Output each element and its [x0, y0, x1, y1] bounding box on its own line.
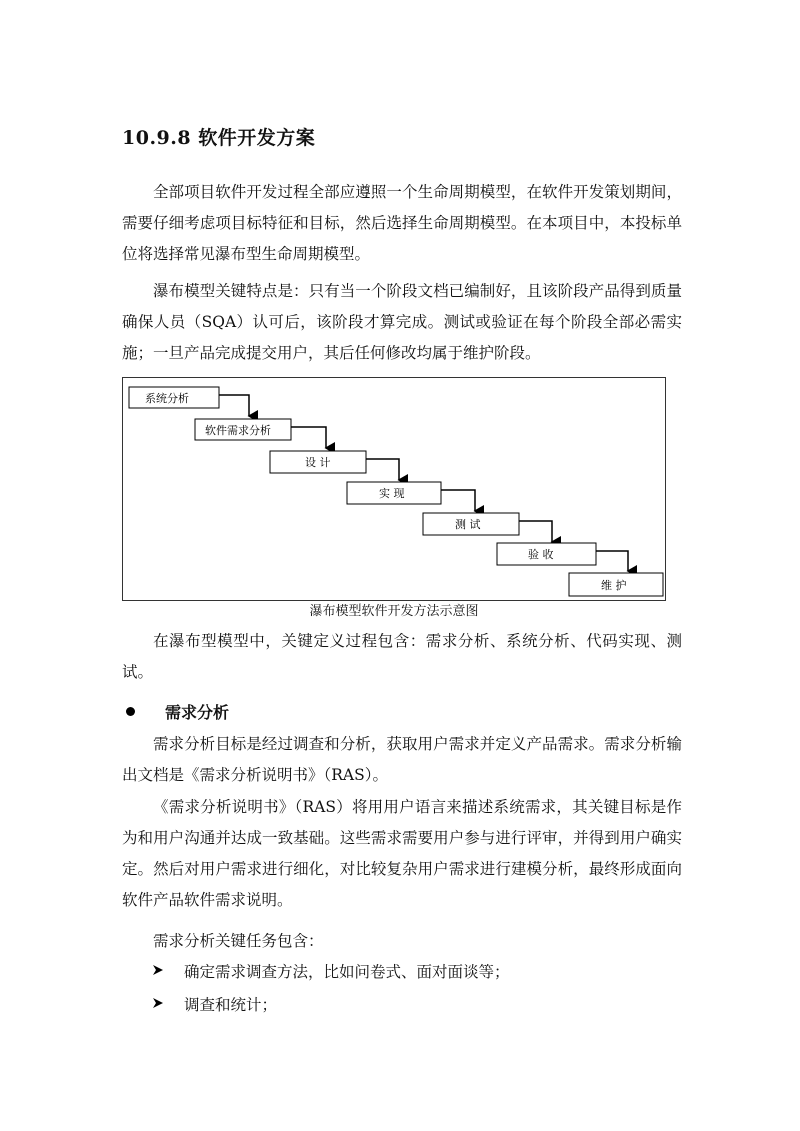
- subsection-heading: [122, 700, 229, 723]
- stage-box-5: [423, 513, 519, 535]
- arrow-6: [596, 551, 628, 571]
- stage-label-6: 验 收: [528, 548, 554, 561]
- task-item-2: [152, 993, 277, 1015]
- stage-label-3: 设 计: [305, 456, 331, 469]
- bullet-icon: [126, 707, 135, 716]
- stage-label-7: 维 护: [601, 579, 627, 592]
- diagram-caption: 瀑布模型软件开发方法示意图: [309, 604, 479, 619]
- waterfall-diagram: [122, 377, 666, 601]
- stage-label-4: 实 现: [379, 487, 405, 500]
- arrow-4: [441, 490, 475, 511]
- stage-box-4: [347, 482, 441, 504]
- arrowhead-bullet-icon: [152, 995, 166, 1013]
- features-paragraph: 瀑布模型关键特点是：只有当一个阶段文档已编制好，且该阶段产品得到质量确保人员（SQA）认可后，该阶段才算完成。测试或验证在每个阶段全部必需实施；一旦产品完成提交用户，其后任何修改均属于维护阶段。: [122, 282, 682, 362]
- arrow-1: [219, 395, 249, 416]
- stage-box-6: [497, 543, 596, 565]
- task-text: 调查和统计；: [184, 996, 278, 1014]
- requirements-paragraph-2: 《需求分析说明书》（RAS）将用用户语言来描述系统需求，其关键目标是作为和用户沟通并达成一致基础。这些需求需要用户参与进行评审，并得到用户确实定。然后对用户需求进行细化，对比较复杂用户需求进行建模分析，最终形成面向软件产品软件需求说明。: [122, 798, 682, 909]
- tasks-intro: 需求分析关键任务包含：: [153, 932, 324, 950]
- arrow-3: [366, 459, 399, 480]
- key-process-paragraph: 在瀑布型模型中，关键定义过程包含：需求分析、系统分析、代码实现、测试。: [122, 632, 682, 681]
- section-heading: 10.9.8 软件开发方案: [122, 127, 316, 149]
- stage-label-1: 系统分析: [145, 392, 189, 405]
- arrow-5: [519, 521, 552, 542]
- stage-box-3: [270, 451, 366, 473]
- task-item-1: [152, 960, 510, 982]
- subsection-title: 需求分析: [165, 703, 230, 722]
- stage-box-2: [195, 419, 291, 440]
- arrowhead-bullet-icon: [152, 962, 166, 980]
- requirements-paragraph-1: 需求分析目标是经过调查和分析，获取用户需求并定义产品需求。需求分析输出文档是《需求分析说明书》（RAS）。: [122, 735, 682, 784]
- stage-box-7: [569, 573, 663, 596]
- arrow-2: [291, 427, 326, 448]
- task-text: 确定需求调查方法，比如问卷式、面对面谈等；: [184, 963, 510, 981]
- intro-paragraph: 全部项目软件开发过程全部应遵照一个生命周期模型，在软件开发策划期间，需要仔细考虑项目标特征和目标，然后选择生命周期模型。在本项目中，本投标单位将选择常见瀑布型生命周期模型。: [122, 183, 682, 263]
- stage-label-5: 测 试: [455, 518, 481, 531]
- stage-box-1: [129, 387, 219, 408]
- stage-label-2: 软件需求分析: [205, 424, 271, 437]
